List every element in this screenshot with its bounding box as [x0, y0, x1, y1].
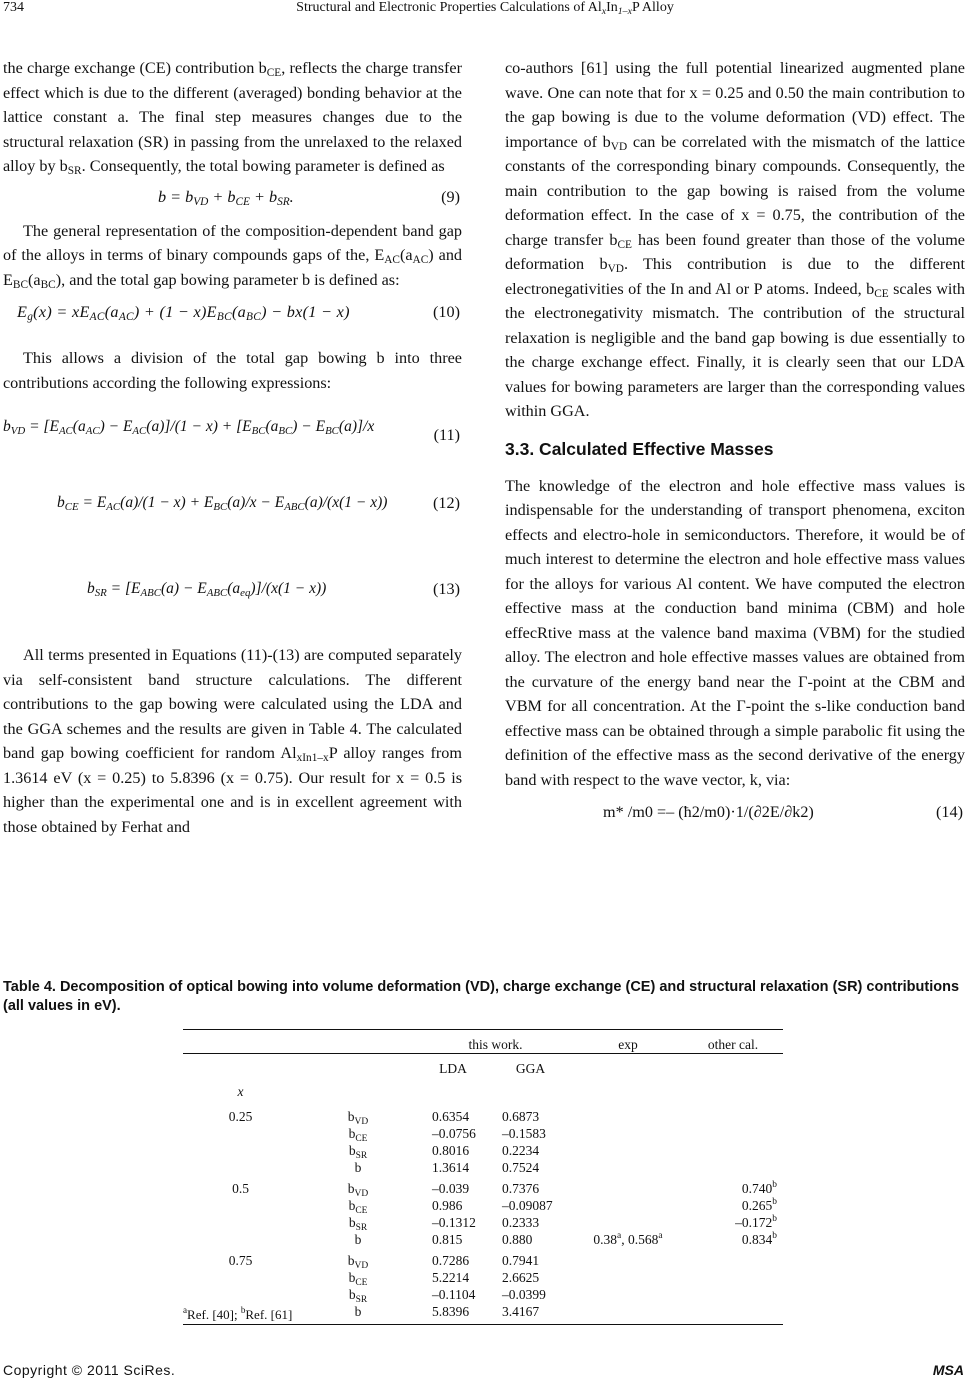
equation-14-number: (14): [936, 803, 963, 821]
cell-lda: –0.039: [432, 1181, 470, 1196]
cell-other: [683, 1286, 783, 1303]
cell-x: 0.5: [232, 1181, 249, 1196]
cell-param: $b_{SR}$: [348, 1215, 368, 1233]
cell-gga: –0.0399: [502, 1287, 546, 1302]
cell-gga: 0.7941: [502, 1253, 540, 1268]
cell-exp: [573, 1176, 683, 1197]
header-lda: LDA: [439, 1061, 467, 1076]
equation-12: [3, 477, 462, 549]
table-row: [183, 1248, 783, 1269]
cell-x: [183, 1125, 298, 1142]
equation-12-body: $b_{CE} = E_{AC}(a)/(1 - x) + E_{BC}(a)/x - E_{ABC}(a)/(x(1 - x))$: [57, 494, 388, 513]
header-exp: exp: [573, 1030, 683, 1054]
cell-other: [683, 1159, 783, 1176]
table-header-row-1: [183, 1030, 783, 1054]
cell-exp: [573, 1269, 683, 1286]
left-paragraph-3: This allows a division of the total gap bowing b into three contributions according the following expressions:: [3, 349, 462, 392]
equation-11-body: $b_{VD} = [E_{AC}(a_{AC}) - E_{AC}(a)]/(1 - x) + [E_{BC}(a_{BC}) - E_{BC}(a)]/x$: [3, 418, 375, 437]
equation-10: [3, 300, 462, 346]
cell-exp: [573, 1214, 683, 1231]
table-row: [183, 1269, 783, 1286]
running-title: Structural and Electronic Properties Calculations of $Al_xIn_{1-x}P$ Alloy: [296, 0, 674, 17]
cell-gga: 2.6625: [502, 1270, 540, 1285]
cell-x: [183, 1269, 298, 1286]
cell-exp: [573, 1125, 683, 1142]
table-row: [183, 1286, 783, 1303]
left-paragraph-2: The general representation of the composition-dependent band gap of the alloys in terms of binary compounds gaps of the, $E_{AC}(a_{AC})$ and $E_{BC}(a_{BC})$, and the total gap bowing parameter b is defined as:: [3, 221, 463, 291]
cell-lda: 5.2214: [432, 1270, 470, 1285]
table-row: [183, 1176, 783, 1197]
table-row: [183, 1231, 783, 1248]
cell-exp: [573, 1248, 683, 1269]
running-head: [0, 0, 970, 20]
equation-12-number: (12): [433, 494, 460, 512]
cell-param: b: [354, 1232, 362, 1247]
cell-gga: 0.7376: [502, 1181, 540, 1196]
cell-exp: [573, 1197, 683, 1214]
cell-other: 0.834$^b$: [741, 1231, 777, 1247]
cell-gga: 3.4167: [488, 1303, 573, 1325]
cell-param: $b_{CE}$: [348, 1126, 368, 1144]
cell-other: [683, 1125, 783, 1142]
header-gga: GGA: [515, 1061, 546, 1076]
cell-other: –0.172$^b$: [735, 1214, 777, 1230]
cell-x: [183, 1159, 298, 1176]
equation-13-body: $b_{SR} = [E_{ABC}(a) - E_{ABC}(a_{eq})]/(x(1 - x))$: [87, 580, 327, 599]
cell-gga: 0.2333: [502, 1215, 540, 1230]
cell-other: [683, 1303, 783, 1325]
table-row: [183, 1197, 783, 1214]
page-number: 734: [3, 0, 24, 15]
cell-lda: 1.3614: [432, 1160, 470, 1175]
equation-13: [3, 555, 462, 637]
cell-param: $b_{VD}$: [347, 1109, 369, 1127]
cell-gga: –0.1583: [502, 1126, 546, 1141]
equation-9: [3, 185, 462, 219]
cell-param: b: [298, 1303, 418, 1325]
cell-gga: –0.09087: [502, 1198, 553, 1213]
cell-gga: 0.2234: [502, 1143, 540, 1158]
equation-14: [505, 800, 965, 826]
table-row: [183, 1142, 783, 1159]
table-header-row-3: [183, 1077, 783, 1104]
equation-9-body: $b = b_{VD} + b_{CE} + b_{SR}$.: [158, 187, 294, 208]
header-other: other cal.: [683, 1030, 783, 1054]
cell-x: [183, 1286, 298, 1303]
cell-param: $b_{SR}$: [348, 1287, 368, 1305]
cell-exp: [573, 1159, 683, 1176]
cell-param: $b_{SR}$: [348, 1143, 368, 1161]
table-row: [183, 1214, 783, 1231]
cell-x: 0.25: [228, 1109, 253, 1124]
cell-lda: –0.0756: [432, 1126, 476, 1141]
equation-11: [3, 409, 462, 471]
right-column: [505, 56, 965, 826]
left-paragraph-1: the charge exchange (CE) contribution $b_{CE}$, reflects the charge transfer effect which is due to the different (averaged) bonding behavior at the lattice constant a. The final step measures changes due to the structural relaxation (SR) in passing from the unrelaxed to the relaxed alloy by $b_{SR}$. Consequently, the total bowing parameter is defined as: [3, 59, 462, 177]
equation-14-body: m* /m0 =– (ħ2/m0)·1/(∂2E/∂k2): [603, 803, 814, 821]
right-paragraph-2: The knowledge of the electron and hole effective mass values is indispensable for the understanding of transport phenomena, exciton effects and electro-hole in semiconductors. Therefore, it would be of much interest to determine the electron and hole effective mass values for the alloys for various Al content. We have computed the electron effective mass at the conduction band minima (CBM) and hole effecRtive mass at the valence band maxima (VBM) for the studied alloy. The electron and hole effective masses values are obtained from the curvature of the energy band near the Γ-point at the CBM and VBM for all concentration. At the Γ-point the s-like conduction band effective mass can be obtained through a simple parabolic fit using the definition of the effective mass as the second derivative of the energy band with respect to the wave vector, k, via:: [505, 476, 965, 789]
cell-other: [683, 1142, 783, 1159]
table-header-row-2: [183, 1054, 783, 1078]
cell-other: [683, 1269, 783, 1286]
cell-gga: 0.6873: [502, 1109, 540, 1124]
cell-x: 0.75: [228, 1253, 253, 1268]
left-column: [3, 56, 462, 839]
cell-lda: 0.986: [432, 1198, 463, 1213]
cell-exp: 0.38$^a$, 0.568$^a$: [593, 1231, 663, 1247]
cell-lda: 0.7286: [432, 1253, 470, 1268]
right-paragraph-1: co-authors [61] using the full potential linearized augmented plane wave. One can note that for x = 0.25 and 0.50 the main contribution to the gap bowing is due to the volume deformation (VD) effect. The importance of $b_{VD}$ can be correlated with the mismatch of the lattice constants of the corresponding binary compounds. Consequently, the main contribution to the gap bowing is raised from the volume deformation effect. In the case of x = 0.75, the contribution of the charge transfer $b_{CE}$ has been found greater than those of the volume deformation $b_{VD}$. This contribution is due to the different electronegativities of the In and Al or P atoms. Indeed, $b_{CE}$ scales with the electronegativity mismatch. The contribution of the structural relaxation is negligible and the band gap bowing is due essentially to the charge exchange effect. Finally, it is clearly seen that our LDA values for bowing parameters are larger than the corresponding values within GGA.: [505, 59, 966, 420]
cell-lda: 0.8016: [432, 1143, 470, 1158]
cell-param: b: [354, 1160, 362, 1175]
cell-other: 0.265$^b$: [741, 1197, 777, 1213]
copyright: Copyright © 2011 SciRes.: [3, 1362, 176, 1378]
cell-x: [183, 1231, 298, 1248]
cell-x: [183, 1197, 298, 1214]
cell-exp: [573, 1142, 683, 1159]
table-row: [183, 1125, 783, 1142]
section-title: 3.3. Calculated Effective Masses: [505, 438, 774, 459]
cell-gga: 0.7524: [502, 1160, 540, 1175]
cell-lda: 0.815: [432, 1232, 463, 1247]
journal-name: MSA: [932, 1362, 964, 1378]
cell-param: $b_{CE}$: [348, 1270, 368, 1288]
cell-other: [683, 1104, 783, 1125]
table-caption: Table 4. Decomposition of optical bowing into volume deformation (VD), charge exchange (CE) and structural relaxation (SR) contributions (all values in eV).: [3, 979, 960, 1014]
cell-lda: 5.8396: [418, 1303, 488, 1325]
header-this-work: this work.: [418, 1030, 573, 1054]
equation-11-number: (11): [433, 426, 460, 444]
cell-lda: 0.6354: [432, 1109, 470, 1124]
table-row: [183, 1104, 783, 1125]
equation-13-number: (13): [433, 580, 460, 598]
cell-exp: [573, 1104, 683, 1125]
cell-lda: –0.1104: [432, 1287, 476, 1302]
cell-x: [183, 1214, 298, 1231]
header-x: x: [237, 1084, 244, 1099]
cell-gga: 0.880: [502, 1232, 533, 1247]
table-footnote: $^a$Ref. [40]; $^b$Ref. [61]: [183, 1305, 293, 1322]
equation-10-number: (10): [433, 303, 460, 321]
cell-param: $b_{VD}$: [347, 1181, 369, 1199]
cell-exp: [573, 1303, 683, 1325]
cell-other: 0.740$^b$: [741, 1180, 777, 1196]
results-table: [183, 1029, 783, 1325]
cell-param: $b_{CE}$: [348, 1198, 368, 1216]
cell-other: [683, 1248, 783, 1269]
equation-10-body: $E_g(x) = xE_{AC}(a_{AC}) + (1 - x)E_{BC}(a_{BC}) - bx(1 - x)$: [17, 303, 350, 323]
cell-param: $b_{VD}$: [347, 1253, 369, 1271]
equation-9-number: (9): [441, 187, 460, 206]
left-paragraph-4: All terms presented in Equations (11)-(13) are computed separately via self-consistent band structure calculations. The different contributions to the gap bowing were calculated using the LDA and the GGA schemes and the results are given in Table 4. The calculated band gap bowing coefficient for random $Al_{xIn1-x}P$ alloy ranges from 1.3614 eV (x = 0.25) to 5.8396 (x = 0.75). Our result for x = 0.5 is higher than the experimental one and is in excellent agreement with those obtained by Ferhat and: [3, 646, 462, 836]
cell-lda: –0.1312: [432, 1215, 476, 1230]
table-row: [183, 1159, 783, 1176]
cell-x: [183, 1142, 298, 1159]
cell-exp: [573, 1286, 683, 1303]
